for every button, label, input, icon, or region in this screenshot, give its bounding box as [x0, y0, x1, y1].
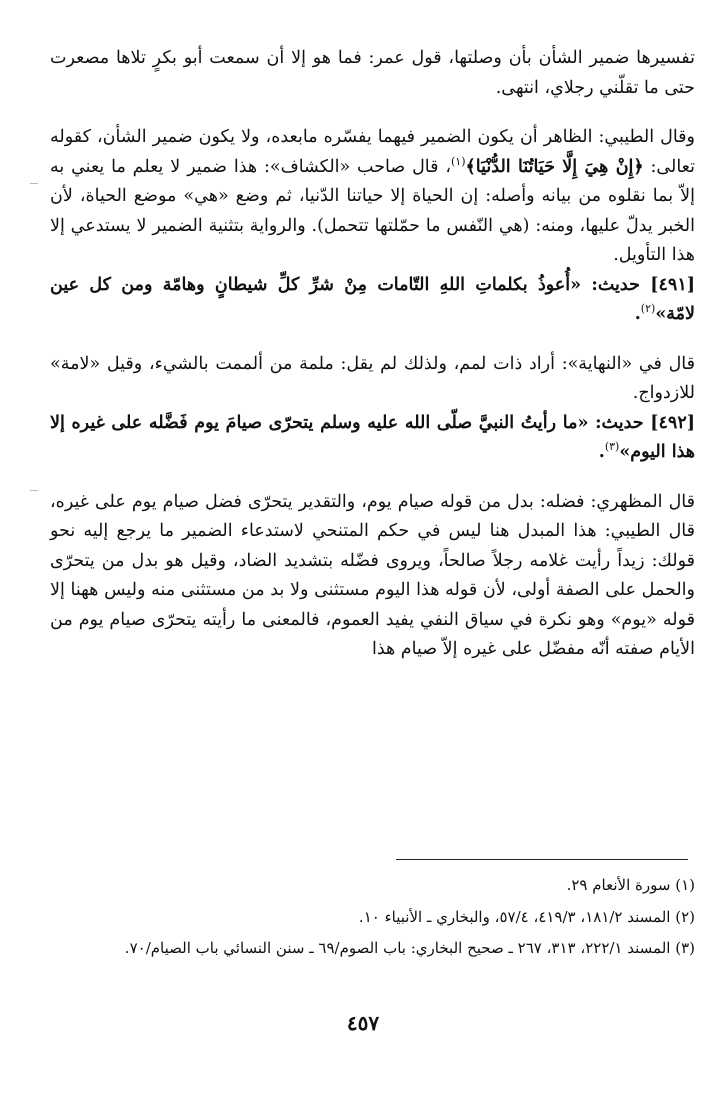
hadith-491: [٤٩١] حديث: «أُعوذُ بكلماتِ اللهِ التّامات مِنْ شرِّ كلِّ شيطانٍ وهامّة ومن كل عين لامّة»$^{(٢)}$. — [50, 274, 695, 324]
footnote-ref: (٢) — [640, 302, 656, 316]
margin-mark — [30, 183, 38, 184]
footnote-divider — [396, 859, 688, 860]
paragraph-nihaya: قال في «النهاية»: أراد ذات لمم، ولذلك لم يقل: ملمة من ألممت بالشيء، وقيل «لامة» للازدواج. — [50, 353, 695, 403]
hadith-492: [٤٩٢] حديث: «ما رأيتُ النبيَّ صلّى الله عليه وسلم يتحرّى صيامَ يوم فَضَّله على غيره إلا هذا اليوم»$^{(٣)}$. — [50, 412, 695, 462]
paragraph-tibi-commentary — [50, 123, 695, 271]
footnote-3: (٣) المسند ٢٢٢/١، ٣١٣، ٢٦٧ ـ صحيح البخاري: باب الصوم/٦٩ ـ سنن النسائي باب الصيام/٧٠. — [124, 939, 695, 957]
footnote-ref: (١) — [451, 154, 466, 168]
paragraph-omar-quote: تفسيرها ضمير الشأن بأن وصلتها، قول عمر: فما هو إلا أن سمعت أبو بكرٍ تلاها مصعرت حتى ما تقلّني رجلاي، انتهى. — [50, 48, 695, 98]
footnote-1: (١) سورة الأنعام ٢٩. — [566, 876, 695, 894]
hadith-text: [٤٩٢] حديث: «ما رأيتُ النبيَّ صلّى الله عليه وسلم يتحرّى صيامَ يوم فَضَّله على غيره إلا هذا اليوم» — [50, 412, 695, 462]
page-number: ٤٥٧ — [346, 1011, 380, 1035]
main-text — [50, 44, 695, 665]
paragraph-mazhari: قال المظهري: فضله: بدل من قوله صيام يوم، والتقدير يتحرّى فضل صيام يوم على غيره، قال الطيبي: هذا المبدل هنا ليس في حكم المتنحي لاستدعاء الضمير ما يرجع إليه نحو قولك: زيداً رأيت غلامه رجلاً صالحاً، ويروى فضّله بتشديد الضاد، وقيل هو بدل من يتحرّى والحمل على الصفة أولى، لأن قوله هذا اليوم مستثنى ولا بد من مستثنى منه وليس ههنا إلا قوله «يوم» وهو نكرة في سياق النفي يفيد العموم، فالمعنى ما رأيته يتحرّى صيام يوم من الأيام صفته أنّه مفضّل على غيره إلاّ صيام هذا — [50, 491, 695, 659]
footnotes — [80, 870, 695, 965]
quran-verse: ﴿إِنْ هِيَ إِلَّا حَيَاتُنَا الدُّنْيَا﴾ — [465, 156, 644, 177]
footnote-ref: (٣) — [604, 440, 620, 454]
margin-mark — [30, 490, 38, 491]
paragraph-text: وقال الطيبي: الظاهر أن يكون الضمير فيهما يفسّره مابعده، ولا يكون ضمير الشأن، كقوله تعالى: — [50, 127, 695, 177]
footnote-2: (٢) المسند ١٨١/٢، ٤١٩/٣، ٥٧/٤، والبخاري ـ الأنبياء ١٠. — [358, 907, 695, 926]
hadith-text: [٤٩١] حديث: «أُعوذُ بكلماتِ اللهِ التّامات مِنْ شرِّ كلِّ شيطانٍ وهامّة ومن كل عين لامّة» — [50, 274, 695, 324]
paragraph-text: ، قال صاحب «الكشاف»: هذا ضمير لا يعلم ما يعني به إلاّ بما نقلوه من بيانه وأصله: إن الحياة إلا حياتنا الدّنيا، ثم وضع «هي» موضع الحياة، لأن الخبر يدلّ عليها، ومنه: (هي النّفس ما حمّلتها تتحمل). والرواية بتثنية الضمير لا يستدعي إلا هذا التأويل. — [50, 156, 695, 265]
